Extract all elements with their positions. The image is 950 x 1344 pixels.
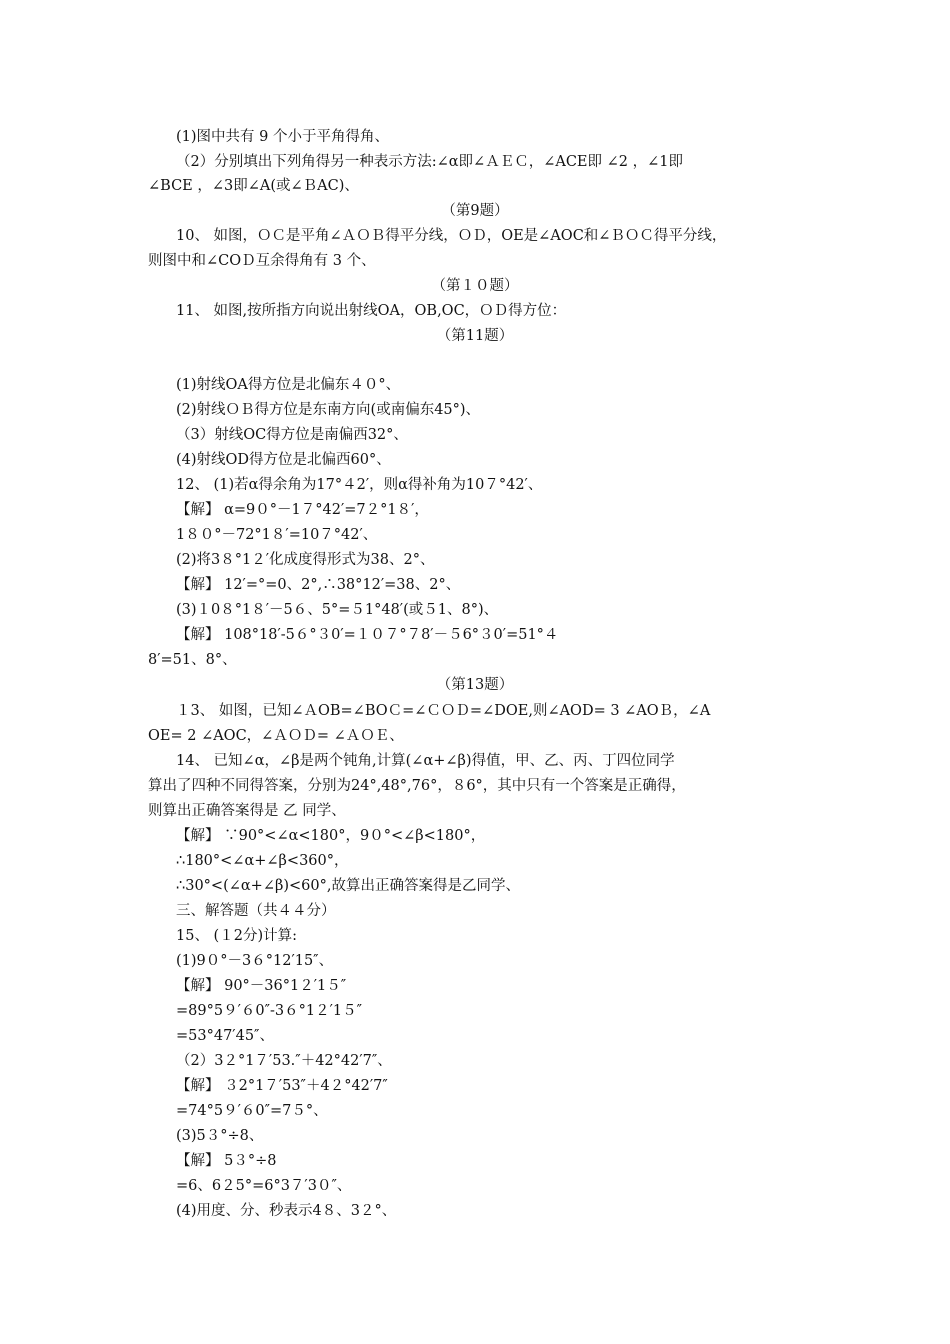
text-line: 11、 如图,按所指方向说出射线OA，OB,OC，ＯＤ得方位：	[176, 303, 567, 319]
text-line: (1)图中共有 9 个小于平角得角、	[176, 129, 389, 145]
text-line: (4)用度、分、秒表示4８、3２°、	[176, 1203, 397, 1219]
text-line: 算出了四种不同得答案，分别为24°,48°,76°，８6°，其中只有一个答案是正确得，	[148, 778, 686, 794]
text-line: (1)9０°－3６°12′15″、	[176, 953, 334, 969]
text-line: OE= 2 ∠AOC，∠ＡＯＤ= ∠ＡＯＥ、	[148, 728, 404, 744]
text-line: 【解】 12′=°=0、2°,∴38°12′=38、2°、	[176, 577, 461, 593]
text-line: 【解】 5３°÷8	[176, 1153, 277, 1169]
text-line: (4)射线OD得方位是北偏西60°、	[176, 452, 391, 468]
text-line: （2）3２°1７′53.″＋42°42′7″、	[176, 1053, 392, 1069]
text-line: 【解】 ∵90°<∠α<180°，9０°<∠β<180°，	[176, 828, 486, 844]
text-line: 1８０°－72°1８′=10７°42′、	[176, 527, 378, 543]
text-line: 【解】 α=9０°－1７°42′=7２°1８′，	[176, 502, 429, 518]
text-line: =6、6２5°=6°3７′3０″、	[176, 1178, 352, 1194]
text-line: 12、 (1)若α得余角为17°４2′，则α得补角为10７°42′、	[176, 477, 543, 493]
text-line: 则图中和∠COＤ互余得角有 3 个、	[148, 253, 376, 269]
text-line: １3、 如图，已知∠ＡOB=∠BOＣ=∠ＣＯＤ=∠DOE,则∠AOD= 3 ∠AOＢ，∠A	[176, 703, 711, 719]
text-line: 【解】 ３2°1７′53″＋4２°42′7″	[176, 1078, 388, 1094]
text-line: ∠BCE ，∠3即∠A(或∠ＢAC)、	[148, 178, 359, 194]
text-line: 【解】 108°18′-5６°３0′=１０７°７8′－５6°３0′=51°４	[176, 627, 559, 643]
text-line: 8′=51、8°、	[148, 652, 237, 668]
figure-caption: （第13题）	[436, 677, 514, 693]
text-line: （3）射线OC得方位是南偏西32°、	[176, 427, 408, 443]
text-line: =74°5９′６0″=7５°、	[176, 1103, 328, 1119]
text-line: =89°5９′６0″-3６°1２′1５″	[176, 1003, 363, 1019]
text-line: 则算出正确答案得是 乙 同学、	[148, 803, 346, 819]
text-line: (2)将3８°1２′化成度得形式为38、2°、	[176, 552, 435, 568]
text-line: (3)１0８°1８′－5６、5°=５1°48′(或５1、8°)、	[176, 602, 499, 618]
text-line: 10、 如图，ＯＣ是平角∠ＡＯＢ得平分线，ＯＤ，OE是∠AOC和∠ＢＯＣ得平分线，	[176, 228, 727, 244]
text-line: (2)射线ＯＢ得方位是东南方向(或南偏东45°)、	[176, 402, 481, 418]
figure-caption: （第１０题）	[431, 278, 519, 294]
text-line: ∴30°<(∠α+∠β)<60°,故算出正确答案得是乙同学、	[176, 878, 520, 894]
figure-caption: （第9题）	[441, 203, 509, 219]
text-line: ∴180°<∠α+∠β<360°，	[176, 853, 349, 869]
text-line: 15、 (１2分)计算:	[176, 928, 297, 944]
text-line: (3)5３°÷8、	[176, 1128, 264, 1144]
text-line: 【解】 90°－36°1２′1５″	[176, 978, 347, 994]
text-line: =53°47′45″、	[176, 1028, 274, 1044]
text-line: 三、解答题（共４４分）	[176, 903, 336, 919]
text-line: （2）分别填出下列角得另一种表示方法:∠α即∠ＡＥＣ，∠ACE即 ∠2 ，∠1即	[176, 154, 683, 170]
text-line: (1)射线OA得方位是北偏东４０°、	[176, 377, 401, 393]
text-line: 14、 已知∠α，∠β是两个钝角,计算(∠α+∠β)得值，甲、乙、丙、丁四位同学	[176, 753, 675, 769]
figure-caption: （第11题）	[436, 328, 514, 344]
